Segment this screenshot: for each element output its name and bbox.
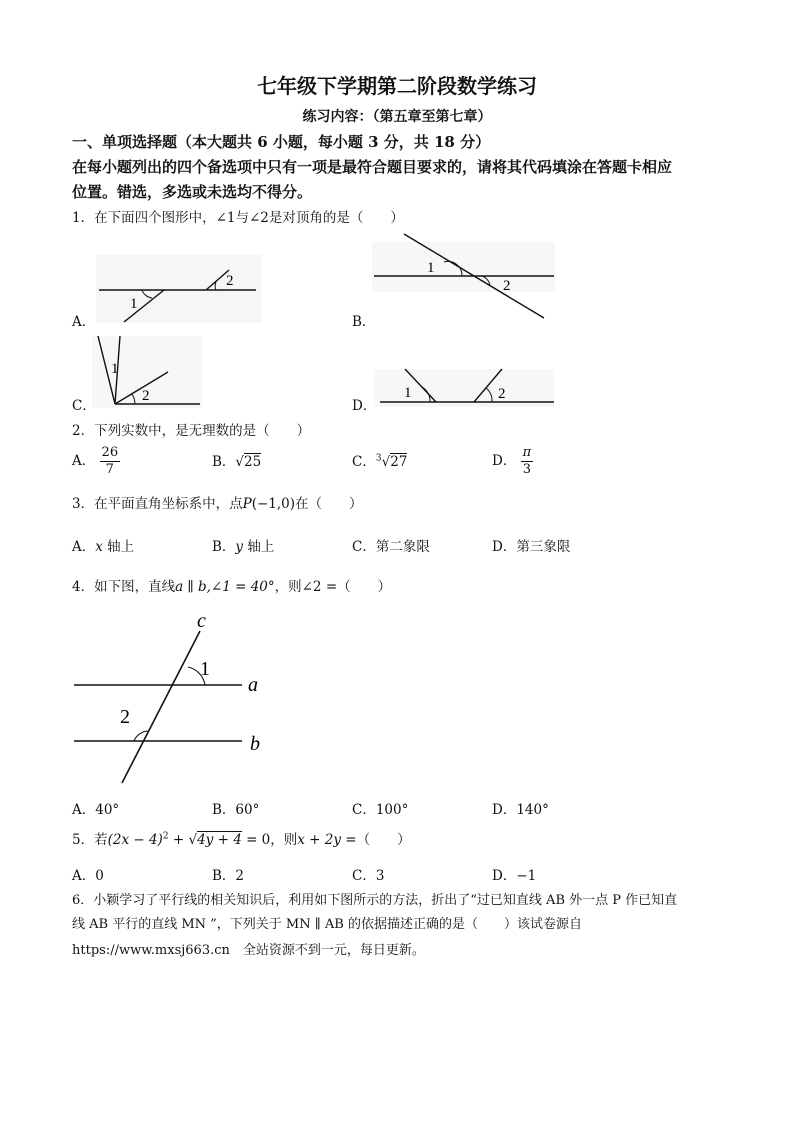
- q1-figure-d: [372, 365, 557, 410]
- source-note: https://www.mxsj663.cn 全站资源不到一元，每日更新。: [72, 943, 425, 958]
- question-5-stem: [72, 828, 411, 848]
- question-4-stem: [72, 575, 391, 595]
- q1-figure-a: [94, 252, 264, 327]
- q3-point: P: [242, 496, 252, 512]
- q1d-label-2: 2: [498, 386, 506, 402]
- q3-a-label: A．: [72, 539, 96, 555]
- q5-equals: = 0: [246, 832, 271, 848]
- q2-option-c: [352, 450, 407, 470]
- q2-c-root-index: 3: [375, 453, 382, 464]
- q2-c-radicand: 27: [390, 454, 408, 470]
- question-6-line-2: 线 AB 平行的直线 MN ”，下列关于 MN ∥ AB 的依据描述正确的是（ ）该试卷源自: [72, 917, 582, 932]
- q4-label-2: 2: [120, 706, 130, 728]
- q1d-label-1: 1: [404, 385, 412, 401]
- q3-option-a: [72, 535, 134, 555]
- q5-radicand: 4y + 4: [197, 832, 242, 848]
- q3-b-label: B．: [212, 539, 236, 555]
- instruction-line-1: 在每小题列出的四个备选项中只有一项是最符合题目要求的，请将其代码填涂在答题卡相应: [72, 158, 673, 176]
- q3-b-var: y: [235, 539, 244, 555]
- sqrt-icon: √: [381, 454, 391, 470]
- q2-d-numerator: π: [522, 445, 532, 460]
- q4-label-c: c: [197, 610, 206, 632]
- q1a-label-1: 1: [130, 296, 138, 312]
- q2-b-radicand: 25: [244, 454, 262, 470]
- q2-option-d: [492, 441, 533, 481]
- q4-option-c: C．100°: [352, 802, 409, 818]
- q3-d-label: D．: [492, 539, 517, 555]
- q1-figure-b: [372, 232, 557, 322]
- q2-c-label: C．: [352, 454, 376, 470]
- q5-eq-part1: (2x − 4): [107, 832, 163, 848]
- q5-option-b: B．2: [212, 868, 245, 884]
- q1a-label-2: 2: [226, 273, 234, 289]
- q3-stem-suffix: 在（ ）: [295, 496, 363, 512]
- q4-label-1: 1: [200, 658, 210, 680]
- q5-expr: x + 2y =: [297, 832, 357, 848]
- q5-option-d: D．−1: [492, 868, 537, 884]
- q1-option-a-label: A．: [72, 314, 96, 330]
- q1b-label-1: 1: [427, 260, 435, 276]
- sqrt-icon: √: [188, 832, 198, 848]
- question-6-line-1: 6．小颖学习了平行线的相关知识后，利用如下图所示的方法，折出了“过已知直线 AB 外一点 P 作已知直: [72, 893, 678, 908]
- q5-stem-prefix: 5．若: [72, 832, 108, 848]
- instruction-line-2: 位置。错选，多选或未选均不得分。: [72, 183, 313, 201]
- q2-d-label: D．: [492, 453, 517, 469]
- q4-option-d: D．140°: [492, 802, 549, 818]
- q3-a-var: x: [95, 539, 103, 555]
- q2-a-numerator: 26: [101, 445, 119, 460]
- q3-option-d: [492, 535, 570, 555]
- q3-d-text: 第三象限: [516, 539, 571, 555]
- q4-stem-suffix: ，则∠2 =（ ）: [274, 579, 392, 595]
- q5-option-a: A．0: [72, 868, 104, 884]
- q4-option-a: A．40°: [72, 802, 120, 818]
- q5-plus: +: [172, 832, 185, 848]
- q1c-label-2: 2: [142, 388, 150, 404]
- q4-condition: a ∥ b,∠1 = 40°: [175, 579, 275, 595]
- q5-stem-suffix: （ ）: [356, 832, 411, 848]
- q2-option-a: [72, 441, 120, 481]
- q4-label-b: b: [250, 733, 260, 755]
- q3-c-label: C．: [352, 539, 376, 555]
- page-title: 七年级下学期第二阶段数学练习: [257, 74, 537, 98]
- q4-stem-prefix: 4．如下图，直线: [72, 579, 176, 595]
- page-subtitle: 练习内容：（第五章至第七章）: [302, 109, 492, 125]
- q1-figure-c: [90, 332, 205, 412]
- question-1-stem: 1．在下面四个图形中，∠1与∠2是对顶角的是（ ）: [72, 210, 404, 226]
- q2-d-fraction: [521, 445, 534, 478]
- q4-figure: [70, 605, 270, 790]
- q4-option-b: B．60°: [212, 802, 260, 818]
- q3-option-c: [352, 535, 430, 555]
- q3-a-text: 轴上: [107, 539, 135, 555]
- q2-d-denominator: 3: [522, 462, 532, 477]
- q5-stem-mid: ，则: [270, 832, 298, 848]
- q3-coords: (−1,0): [251, 496, 296, 512]
- q3-b-text: 轴上: [247, 539, 275, 555]
- question-3-stem: [72, 492, 363, 512]
- question-2-stem: 2．下列实数中，是无理数的是（ ）: [72, 423, 311, 439]
- q1b-label-2: 2: [503, 278, 511, 294]
- q1-option-c-label: C．: [72, 398, 96, 414]
- q2-b-label: B．: [212, 454, 236, 470]
- q2-a-fraction: [100, 445, 121, 478]
- q4-label-a: a: [248, 674, 258, 696]
- q2-option-b: [212, 450, 261, 470]
- q5-exponent: 2: [162, 831, 169, 842]
- q1-option-b-label: B．: [352, 314, 376, 330]
- q3-c-text: 第二象限: [375, 539, 430, 555]
- sqrt-icon: √: [235, 454, 245, 470]
- q3-option-b: [212, 535, 274, 555]
- q3-stem-prefix: 3．在平面直角坐标系中，点: [72, 496, 243, 512]
- q5-option-c: C．3: [352, 868, 385, 884]
- q2-a-denominator: 7: [105, 462, 114, 477]
- q1c-label-1: 1: [111, 361, 119, 377]
- q1-option-d-label: D．: [352, 398, 377, 414]
- section-heading: 一、单项选择题（本大题共 6 小题，每小题 3 分，共 18 分）: [72, 133, 491, 151]
- q2-a-label: A．: [72, 453, 96, 469]
